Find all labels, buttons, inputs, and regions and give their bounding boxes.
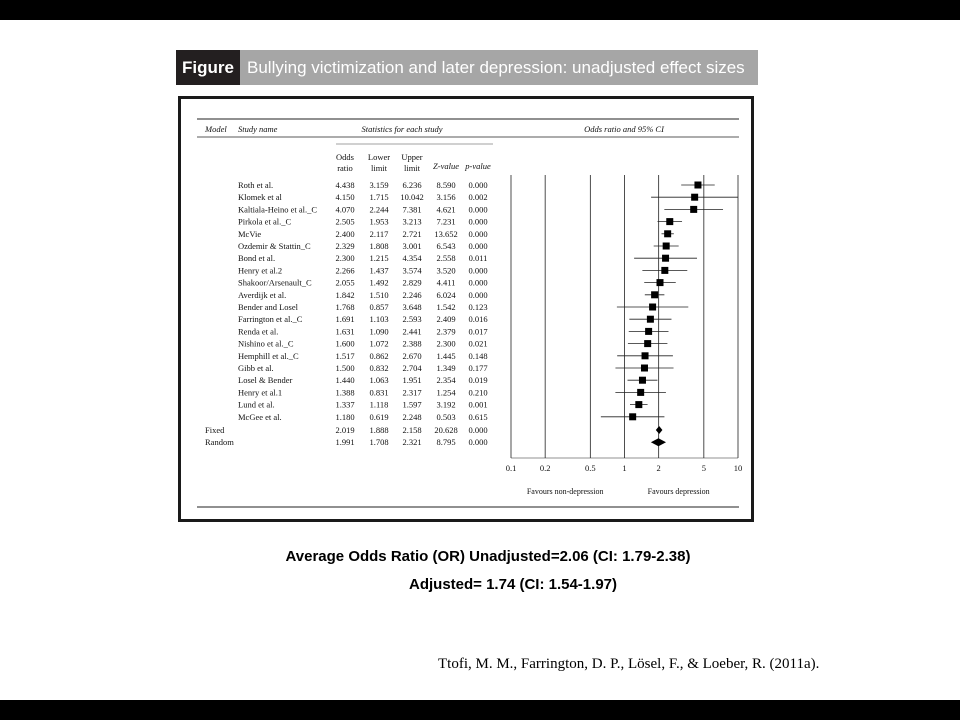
z-value: 1.254 xyxy=(436,387,456,398)
study-name: Gibb et al. xyxy=(238,363,274,373)
odds-ratio-marker xyxy=(642,352,649,359)
odds-ratio-marker xyxy=(644,340,651,347)
bottom-letterbox-bar xyxy=(0,700,960,720)
study-name: Roth et al. xyxy=(238,180,274,190)
pooled-odds-ratio-value: 2.019 xyxy=(335,425,355,435)
study-name: McGee et al. xyxy=(238,411,282,422)
lower-limit-value: 0.831 xyxy=(369,387,389,398)
odds-ratio-value: 1.768 xyxy=(335,302,355,312)
upper-limit-value: 2.317 xyxy=(402,387,422,398)
study-name: Bond et al. xyxy=(238,253,276,264)
odds-ratio-value: 1.440 xyxy=(335,375,355,386)
odds-ratio-marker xyxy=(639,377,646,384)
x-tick-label: 0.1 xyxy=(505,463,517,473)
header-upper-limit-line2: limit xyxy=(403,163,421,173)
upper-limit-value: 2.441 xyxy=(402,326,422,337)
forest-plot xyxy=(181,99,751,519)
study-name: McVie xyxy=(238,228,262,239)
pooled-p-value: 0.000 xyxy=(468,425,488,435)
p-value: 0.000 xyxy=(468,289,488,300)
p-value: 0.000 xyxy=(468,204,488,215)
study-name: Klomek et al xyxy=(238,192,282,203)
pooled-diamond xyxy=(651,438,666,446)
odds-ratio-marker xyxy=(647,316,654,323)
p-value: 0.615 xyxy=(468,411,488,422)
odds-ratio-value: 1.388 xyxy=(335,387,355,398)
lower-limit-value: 1.715 xyxy=(369,192,389,203)
header-upper-limit-line1: Upper xyxy=(401,152,423,162)
z-value: 3.520 xyxy=(436,265,456,276)
header-p-value: p-value xyxy=(465,161,491,171)
header-lower-limit-line1: Lower xyxy=(367,152,391,162)
lower-limit-value: 0.619 xyxy=(369,411,389,422)
header-z-value: Z-value xyxy=(433,161,459,171)
study-name: Henry et al.2 xyxy=(238,265,283,276)
upper-limit-value: 2.388 xyxy=(402,338,422,349)
odds-ratio-value: 2.505 xyxy=(335,216,355,227)
pooled-model-label: Random xyxy=(205,437,234,448)
citation: Ttofi, M. M., Farrington, D. P., Lösel, F., & Loeber, R. (2011a). xyxy=(438,656,820,672)
odds-ratio-marker xyxy=(691,194,698,201)
upper-limit-value: 2.246 xyxy=(402,289,422,300)
odds-ratio-marker xyxy=(649,304,656,311)
header-odds-ratio-ci: Odds ratio and 95% CI xyxy=(584,124,664,134)
lower-limit-value: 1.072 xyxy=(369,338,389,349)
upper-limit-value: 7.381 xyxy=(402,204,422,215)
odds-ratio-marker xyxy=(657,279,664,286)
upper-limit-value: 3.213 xyxy=(402,216,422,227)
pooled-z-value: 8.795 xyxy=(436,437,456,448)
p-value: 0.011 xyxy=(468,253,488,264)
lower-limit-value: 1.953 xyxy=(369,216,389,227)
study-name: Shakoor/Arsenault_C xyxy=(238,277,312,288)
study-name: Nishino et al._C xyxy=(238,338,294,349)
odds-ratio-value: 1.337 xyxy=(335,399,355,410)
p-value: 0.000 xyxy=(468,265,488,276)
header-study-name: Study name xyxy=(238,124,278,134)
p-value: 0.016 xyxy=(468,314,488,325)
top-letterbox-bar xyxy=(0,0,960,20)
favours-right-label: Favours depression xyxy=(647,487,710,496)
odds-ratio-value: 1.180 xyxy=(335,411,355,422)
x-tick-label: 1 xyxy=(622,463,627,473)
upper-limit-value: 2.704 xyxy=(402,363,422,373)
p-value: 0.123 xyxy=(468,302,488,312)
odds-ratio-value: 1.842 xyxy=(335,289,355,300)
p-value: 0.019 xyxy=(468,375,488,386)
lower-limit-value: 1.215 xyxy=(369,253,389,264)
odds-ratio-marker xyxy=(641,365,648,372)
p-value: 0.017 xyxy=(468,326,488,337)
summary-adjusted: Adjusted= 1.74 (CI: 1.54-1.97) xyxy=(409,576,617,593)
header-lower-limit-line2: limit xyxy=(370,163,388,173)
lower-limit-value: 1.808 xyxy=(369,241,389,251)
upper-limit-value: 3.648 xyxy=(402,302,422,312)
pooled-p-value: 0.000 xyxy=(468,437,488,448)
odds-ratio-value: 2.300 xyxy=(335,253,355,264)
study-name: Renda et al. xyxy=(238,326,279,337)
upper-limit-value: 3.574 xyxy=(402,265,422,276)
lower-limit-value: 1.090 xyxy=(369,326,389,337)
forest-plot-frame xyxy=(178,96,754,522)
pooled-lower-limit-value: 1.708 xyxy=(369,437,389,448)
study-name: Ozdemir & Stattin_C xyxy=(238,241,311,251)
z-value: 4.621 xyxy=(436,204,456,215)
pooled-upper-limit-value: 2.321 xyxy=(402,437,422,448)
lower-limit-value: 2.117 xyxy=(369,228,389,239)
z-value: 2.354 xyxy=(436,375,456,386)
odds-ratio-value: 1.500 xyxy=(335,363,355,373)
study-name: Hemphill et al._C xyxy=(238,350,299,361)
z-value: 0.503 xyxy=(436,411,456,422)
odds-ratio-value: 2.329 xyxy=(335,241,355,251)
odds-ratio-marker xyxy=(651,291,658,298)
lower-limit-value: 0.832 xyxy=(369,363,389,373)
p-value: 0.210 xyxy=(468,387,488,398)
header-model: Model xyxy=(205,124,227,134)
pooled-lower-limit-value: 1.888 xyxy=(369,425,389,435)
odds-ratio-marker xyxy=(637,389,644,396)
x-tick-label: 2 xyxy=(656,463,661,473)
odds-ratio-value: 2.266 xyxy=(335,265,355,276)
study-name: Lund et al. xyxy=(238,399,275,410)
odds-ratio-marker xyxy=(666,218,673,225)
upper-limit-value: 1.951 xyxy=(402,375,422,386)
upper-limit-value: 2.248 xyxy=(402,411,422,422)
upper-limit-value: 1.597 xyxy=(402,399,422,410)
p-value: 0.021 xyxy=(468,338,488,349)
odds-ratio-value: 1.631 xyxy=(335,326,355,337)
study-name: Farrington et al._C xyxy=(238,314,303,325)
p-value: 0.000 xyxy=(468,241,488,251)
upper-limit-value: 2.721 xyxy=(402,228,422,239)
lower-limit-value: 0.862 xyxy=(369,350,389,361)
odds-ratio-marker xyxy=(629,413,636,420)
study-name: Averdijk et al. xyxy=(238,289,287,300)
header-odds-ratio-line2: ratio xyxy=(337,163,353,173)
odds-ratio-value: 2.400 xyxy=(335,228,355,239)
odds-ratio-marker xyxy=(635,401,642,408)
upper-limit-value: 3.001 xyxy=(402,241,422,251)
z-value: 8.590 xyxy=(436,180,456,190)
summary-unadjusted: Average Odds Ratio (OR) Unadjusted=2.06 (CI: 1.79-2.38) xyxy=(285,548,691,565)
pooled-diamond xyxy=(656,426,663,434)
study-name: Bender and Losel xyxy=(238,302,298,312)
x-tick-label: 5 xyxy=(701,463,706,473)
upper-limit-value: 2.593 xyxy=(402,314,422,325)
z-value: 2.409 xyxy=(436,314,456,325)
odds-ratio-value: 1.517 xyxy=(335,350,355,361)
lower-limit-value: 2.244 xyxy=(369,204,389,215)
odds-ratio-marker xyxy=(645,328,652,335)
odds-ratio-value: 4.070 xyxy=(335,204,355,215)
z-value: 6.543 xyxy=(436,241,456,251)
favours-left-label: Favours non-depression xyxy=(526,487,604,496)
z-value: 3.192 xyxy=(436,399,456,410)
p-value: 0.002 xyxy=(468,192,488,203)
z-value: 3.156 xyxy=(436,192,456,203)
x-tick-label: 0.2 xyxy=(539,463,551,473)
odds-ratio-marker xyxy=(662,255,669,262)
pooled-z-value: 20.628 xyxy=(434,425,458,435)
study-name: Kaltiala-Heino et al._C xyxy=(238,204,318,215)
upper-limit-value: 2.670 xyxy=(402,350,422,361)
z-value: 1.349 xyxy=(436,363,456,373)
upper-limit-value: 4.354 xyxy=(402,253,422,264)
lower-limit-value: 0.857 xyxy=(369,302,389,312)
study-name: Losel & Bender xyxy=(238,375,293,386)
odds-ratio-marker xyxy=(661,267,668,274)
odds-ratio-marker xyxy=(664,230,671,237)
p-value: 0.177 xyxy=(468,363,488,373)
lower-limit-value: 1.118 xyxy=(369,399,389,410)
pooled-odds-ratio-value: 1.991 xyxy=(335,437,355,448)
lower-limit-value: 1.510 xyxy=(369,289,389,300)
figure-header xyxy=(176,50,758,85)
p-value: 0.000 xyxy=(468,216,488,227)
study-name: Pirkola et al._C xyxy=(238,216,292,227)
z-value: 6.024 xyxy=(436,289,456,300)
header-statistics: Statistics for each study xyxy=(361,124,443,134)
p-value: 0.001 xyxy=(468,399,488,410)
figure-caption: Bullying victimization and later depression: unadjusted effect sizes xyxy=(247,58,745,77)
pooled-model-label: Fixed xyxy=(205,425,225,435)
z-value: 1.542 xyxy=(436,302,456,312)
odds-ratio-marker xyxy=(694,182,701,189)
odds-ratio-value: 4.150 xyxy=(335,192,355,203)
z-value: 7.231 xyxy=(436,216,456,227)
z-value: 2.379 xyxy=(436,326,456,337)
x-tick-label: 0.5 xyxy=(585,463,596,473)
odds-ratio-value: 1.600 xyxy=(335,338,355,349)
lower-limit-value: 1.437 xyxy=(369,265,389,276)
p-value: 0.000 xyxy=(468,228,488,239)
p-value: 0.148 xyxy=(468,350,488,361)
odds-ratio-value: 2.055 xyxy=(335,277,355,288)
z-value: 2.300 xyxy=(436,338,456,349)
x-tick-label: 10 xyxy=(733,463,743,473)
upper-limit-value: 10.042 xyxy=(400,192,424,203)
z-value: 1.445 xyxy=(436,350,456,361)
study-name: Henry et al.1 xyxy=(238,387,283,398)
p-value: 0.000 xyxy=(468,180,488,190)
p-value: 0.000 xyxy=(468,277,488,288)
odds-ratio-value: 4.438 xyxy=(335,180,355,190)
odds-ratio-marker xyxy=(690,206,697,213)
header-odds-ratio-line1: Odds xyxy=(336,152,354,162)
z-value: 2.558 xyxy=(436,253,456,264)
z-value: 4.411 xyxy=(436,277,456,288)
lower-limit-value: 1.492 xyxy=(369,277,389,288)
lower-limit-value: 1.103 xyxy=(369,314,389,325)
upper-limit-value: 6.236 xyxy=(402,180,422,190)
z-value: 13.652 xyxy=(434,228,458,239)
lower-limit-value: 3.159 xyxy=(369,180,389,190)
odds-ratio-marker xyxy=(663,243,670,250)
lower-limit-value: 1.063 xyxy=(369,375,389,386)
pooled-upper-limit-value: 2.158 xyxy=(402,425,422,435)
figure-label: Figure xyxy=(176,50,240,85)
odds-ratio-value: 1.691 xyxy=(335,314,355,325)
upper-limit-value: 2.829 xyxy=(402,277,422,288)
